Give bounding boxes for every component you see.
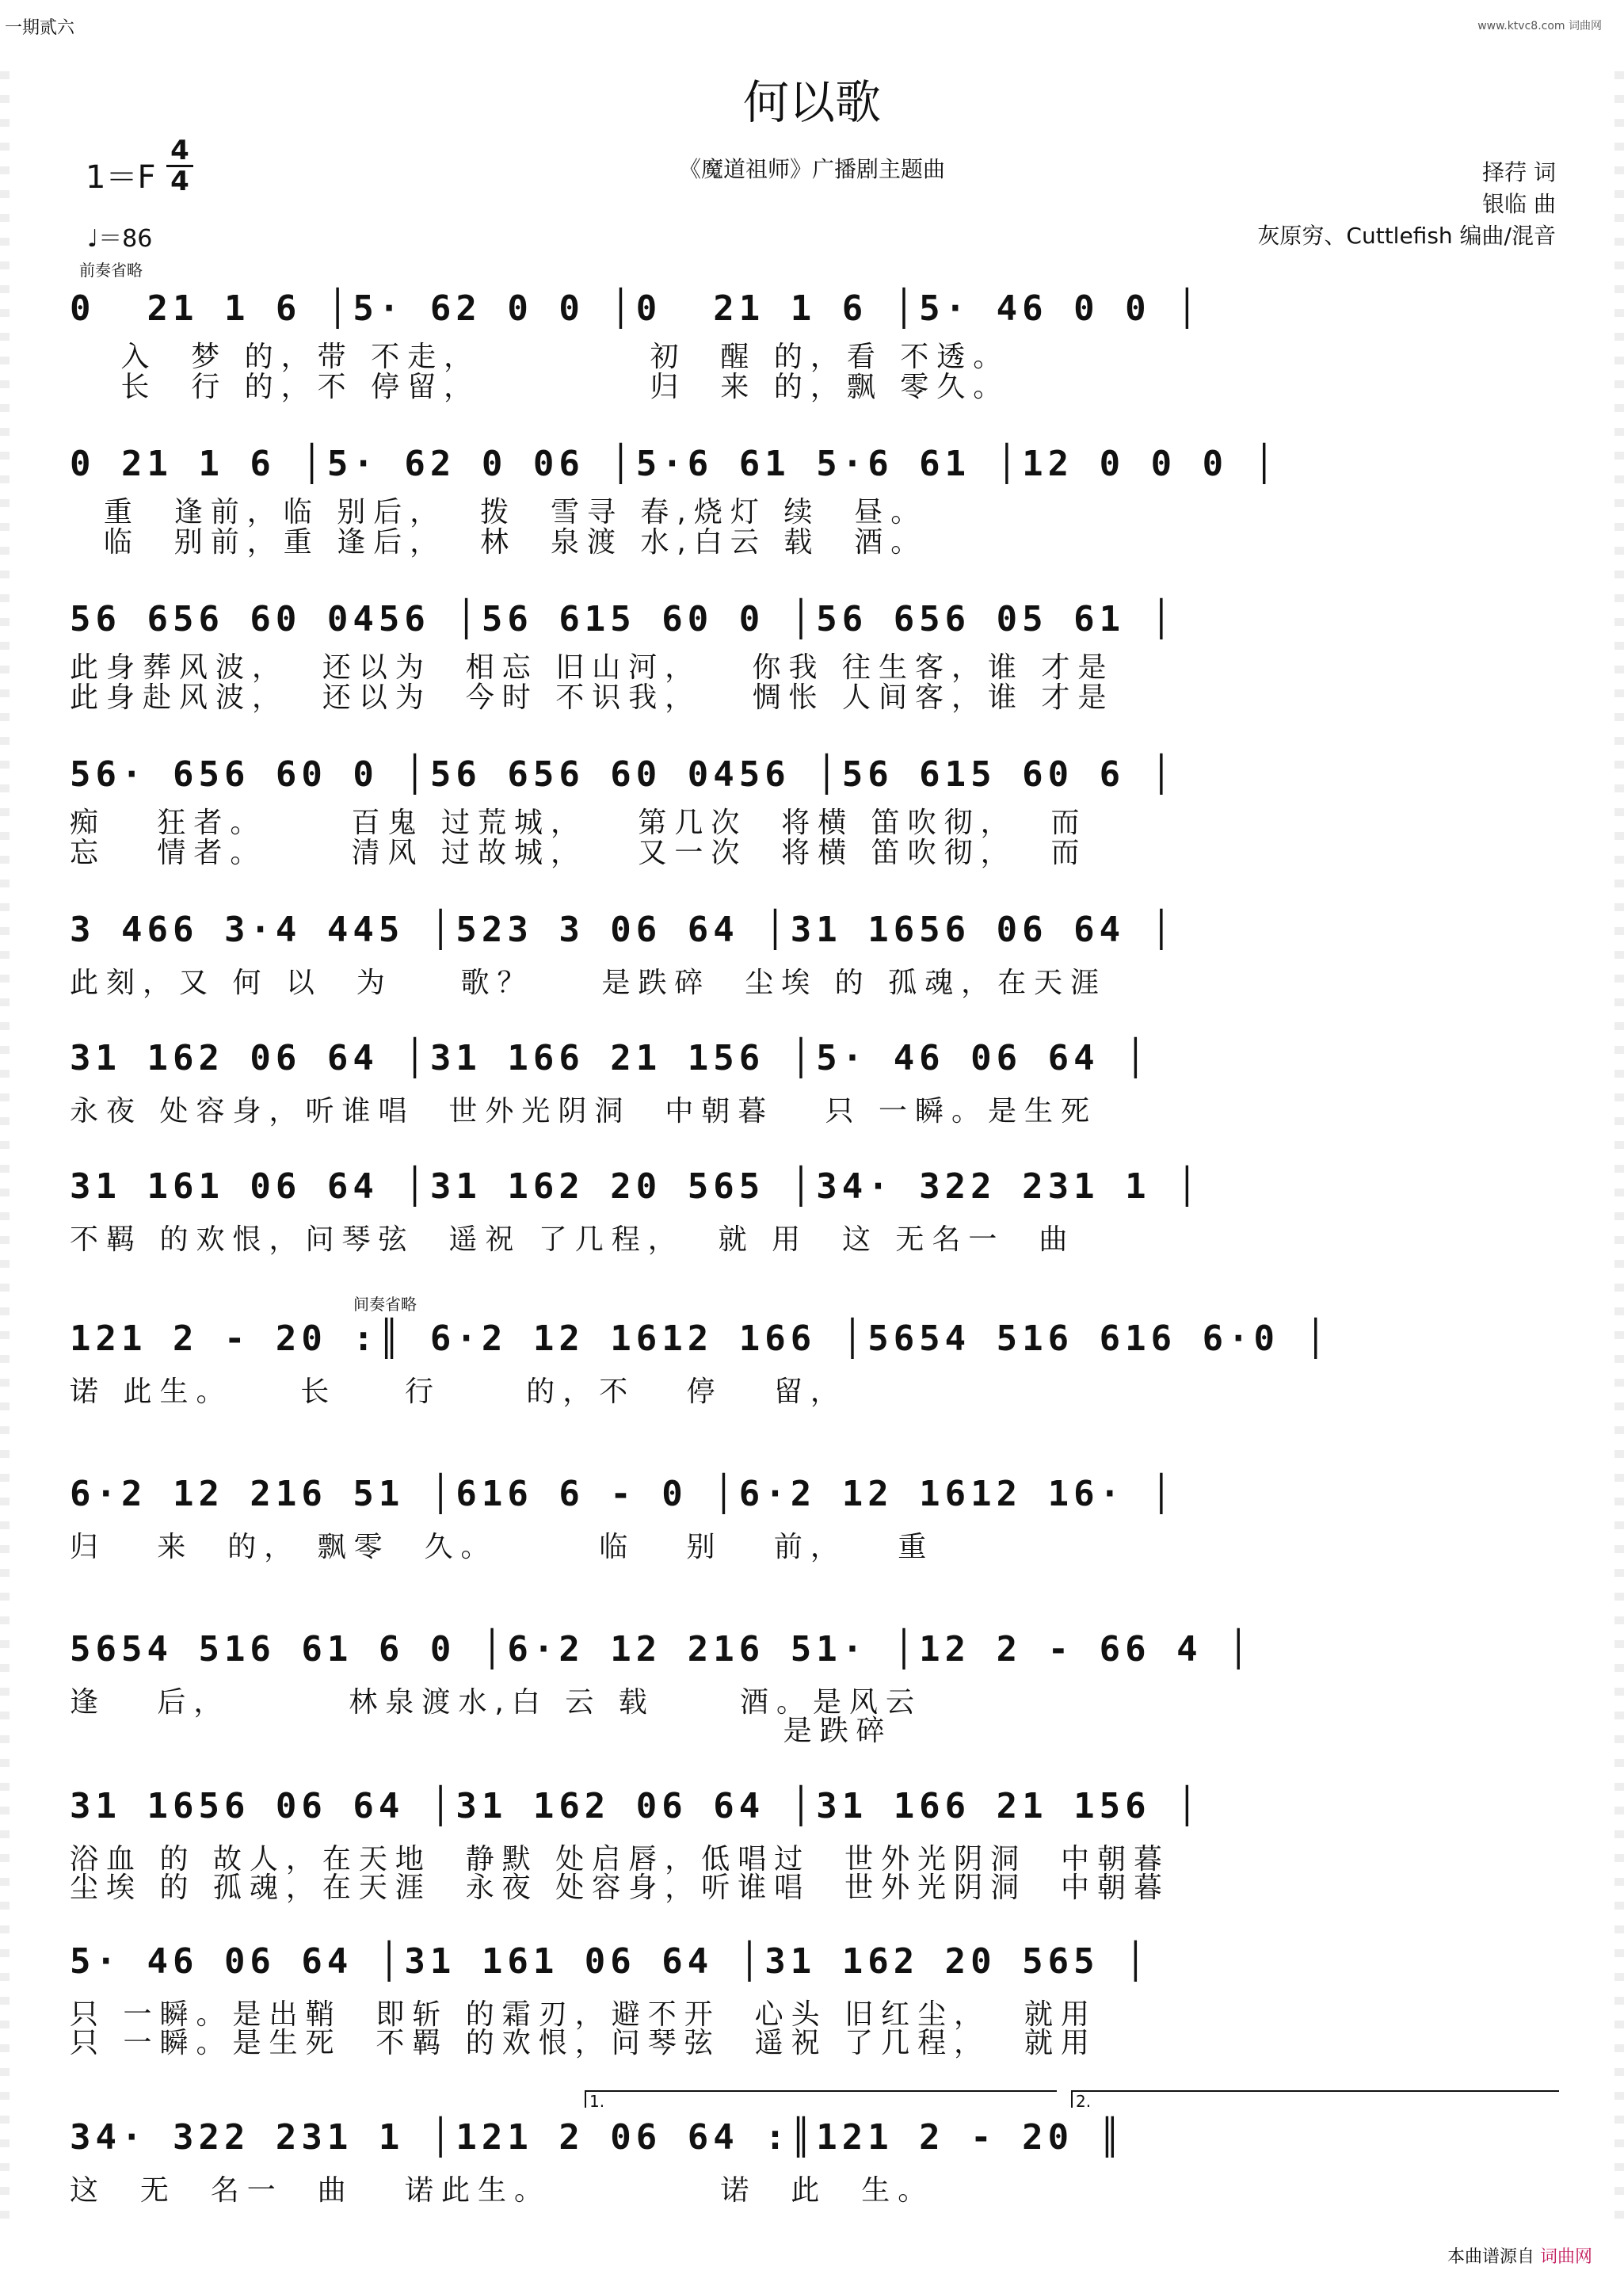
notation-line: 31 1656 06 64 │31 162 06 64 │31 166 21 156 │ bbox=[70, 1786, 1203, 1826]
score-system-3 bbox=[70, 596, 1563, 738]
intro-omitted-note: 前奏省略 bbox=[79, 261, 143, 280]
notation-line: 121 2 - 20 :║ 6·2 12 1612 166 │5654 516 616 6·0 │ bbox=[70, 1318, 1332, 1359]
notation-line: 3 466 3·4 445 │523 3 06 64 │31 1656 06 64 │ bbox=[70, 910, 1177, 950]
lyric-line-1: 痴 狂者。 百鬼 过荒城， 第几次 将横 笛吹彻， 而 bbox=[70, 807, 1088, 839]
lyric-line-2: 忘 情者。 清风 过故城， 又一次 将横 笛吹彻， 而 bbox=[70, 837, 1088, 869]
score-system-12 bbox=[70, 1938, 1563, 2081]
score-system-9 bbox=[70, 1471, 1563, 1589]
tempo-marking: ♩＝86 bbox=[87, 225, 153, 253]
lyric-line-1: 逢 后， 林泉渡水,白 云 载 酒。是风云 bbox=[70, 1686, 922, 1719]
notation-line: 0 21 1 6 │5· 62 0 0 │0 21 1 6 │5· 46 0 0 │ bbox=[70, 288, 1203, 329]
page-corner-label: 一期贰六 bbox=[5, 18, 75, 38]
time-signature-top: 4 bbox=[170, 135, 189, 166]
score-system-2 bbox=[70, 441, 1563, 583]
time-signature-bottom: 4 bbox=[166, 165, 193, 196]
lyric-line-2: 是跌碎 bbox=[70, 1715, 893, 1747]
lyric-line-1: 此刻，又 何 以 为 歌？ 是跌碎 尘埃 的 孤魂，在天涯 bbox=[70, 967, 1107, 999]
lyric-line-1: 浴血 的 故人，在天地 静默 处启唇，低唱过 世外光阴洞 中朝暮 bbox=[70, 1843, 1170, 1876]
lyric-line-1: 诺 此生。 长 行 的，不 停 留， bbox=[70, 1376, 847, 1408]
first-ending-bracket: 1. bbox=[585, 2090, 1057, 2108]
lyric-line-1: 永夜 处容身，听谁唱 世外光阴洞 中朝暮 只 一瞬。是生死 bbox=[70, 1095, 1097, 1128]
notation-line: 56 656 60 0456 │56 615 60 0 │56 656 05 61 │ bbox=[70, 599, 1177, 639]
score-system-1 bbox=[70, 285, 1563, 428]
source-url[interactable]: www.ktvc8.com 词曲网 bbox=[1477, 20, 1602, 32]
right-margin-strip bbox=[1614, 55, 1624, 2227]
time-signature bbox=[166, 136, 193, 196]
score-system-5 bbox=[70, 906, 1563, 1025]
notation-line: 34· 322 231 1 │121 2 06 64 :║121 2 - 20 ║ bbox=[70, 2117, 1126, 2158]
lyric-line-1: 不羁 的欢恨，问琴弦 遥祝 了几程， 就 用 这 无名一 曲 bbox=[70, 1223, 1076, 1256]
score-system-8 bbox=[70, 1315, 1563, 1434]
key-signature: 1＝F bbox=[86, 159, 156, 196]
lyric-line-2: 尘埃 的 孤魂，在天涯 永夜 处容身，听谁唱 世外光阴洞 中朝暮 bbox=[70, 1872, 1170, 1904]
source-footer-brand[interactable]: 词曲网 bbox=[1539, 2247, 1592, 2267]
composer-credit: 银临 曲 bbox=[1482, 191, 1556, 217]
notation-line: 5654 516 61 6 0 │6·2 12 216 51· │12 2 - 66 4 │ bbox=[70, 1629, 1254, 1670]
score-system-4 bbox=[70, 751, 1563, 894]
lyric-line-1: 重 逢前，临 别后， 拨 雪寻 春,烧灯 续 昼。 bbox=[70, 496, 928, 529]
lyric-line-1: 归 来 的， 飘零 久。 临 别 前， 重 bbox=[70, 1531, 935, 1563]
lyricist-credit: 择荇 词 bbox=[1482, 159, 1556, 185]
score-system-10 bbox=[70, 1626, 1563, 1769]
notation-line: 5· 46 06 64 │31 161 06 64 │31 162 20 565 │ bbox=[70, 1941, 1151, 1982]
song-subtitle: 《魔道祖师》广播剧主题曲 bbox=[678, 156, 945, 182]
lyric-line-2: 临 别前，重 逢后， 林 泉渡 水,白云 载 酒。 bbox=[70, 526, 928, 559]
lyric-line-1: 这 无 名一 曲 诺此生。 诺 此 生。 bbox=[70, 2174, 935, 2207]
lyric-line-1: 只 一瞬。是出鞘 即斩 的霜刃，避不开 心头 旧红尘， 就用 bbox=[70, 1998, 1097, 2031]
song-title: 何以歌 bbox=[742, 75, 881, 129]
lyric-line-2: 此身赴风波， 还以为 今时 不识我， 惆怅 人间客，谁 才是 bbox=[70, 681, 1115, 714]
lyric-line-1: 入 梦 的，带 不走， 初 醒 的，看 不透。 bbox=[70, 341, 1010, 373]
second-ending-bracket: 2. bbox=[1071, 2090, 1559, 2108]
notation-line: 31 161 06 64 │31 162 20 565 │34· 322 231 1 │ bbox=[70, 1166, 1203, 1207]
score-system-13 bbox=[70, 2114, 1563, 2233]
arranger-credit: 灰原穷、Cuttlefish 编曲/混音 bbox=[1257, 223, 1556, 249]
notation-line: 0 21 1 6 │5· 62 0 06 │5·6 61 5·6 61 │12 0 0 0 │ bbox=[70, 444, 1280, 484]
left-margin-strip bbox=[0, 55, 10, 2227]
notation-line: 6·2 12 216 51 │616 6 - 0 │6·2 12 1612 16· │ bbox=[70, 1474, 1177, 1514]
score-system-7 bbox=[70, 1163, 1563, 1282]
score-system-6 bbox=[70, 1035, 1563, 1154]
interlude-omitted-note: 间奏省略 bbox=[353, 1295, 417, 1314]
notation-line: 31 162 06 64 │31 166 21 156 │5· 46 06 64 │ bbox=[70, 1038, 1151, 1078]
lyric-line-2: 长 行 的，不 停留， 归 来 的，飘 零久。 bbox=[70, 371, 1010, 403]
lyric-line-2: 只 一瞬。是生死 不羁 的欢恨，问琴弦 遥祝 了几程， 就用 bbox=[70, 2027, 1097, 2059]
source-footer-prefix: 本曲谱源自 bbox=[1447, 2247, 1534, 2267]
source-footer bbox=[1447, 2243, 1592, 2268]
score-system-11 bbox=[70, 1783, 1563, 1925]
lyric-line-1: 此身葬风波， 还以为 相忘 旧山河， 你我 往生客，谁 才是 bbox=[70, 651, 1115, 684]
notation-line: 56· 656 60 0 │56 656 60 0456 │56 615 60 6 │ bbox=[70, 754, 1177, 795]
